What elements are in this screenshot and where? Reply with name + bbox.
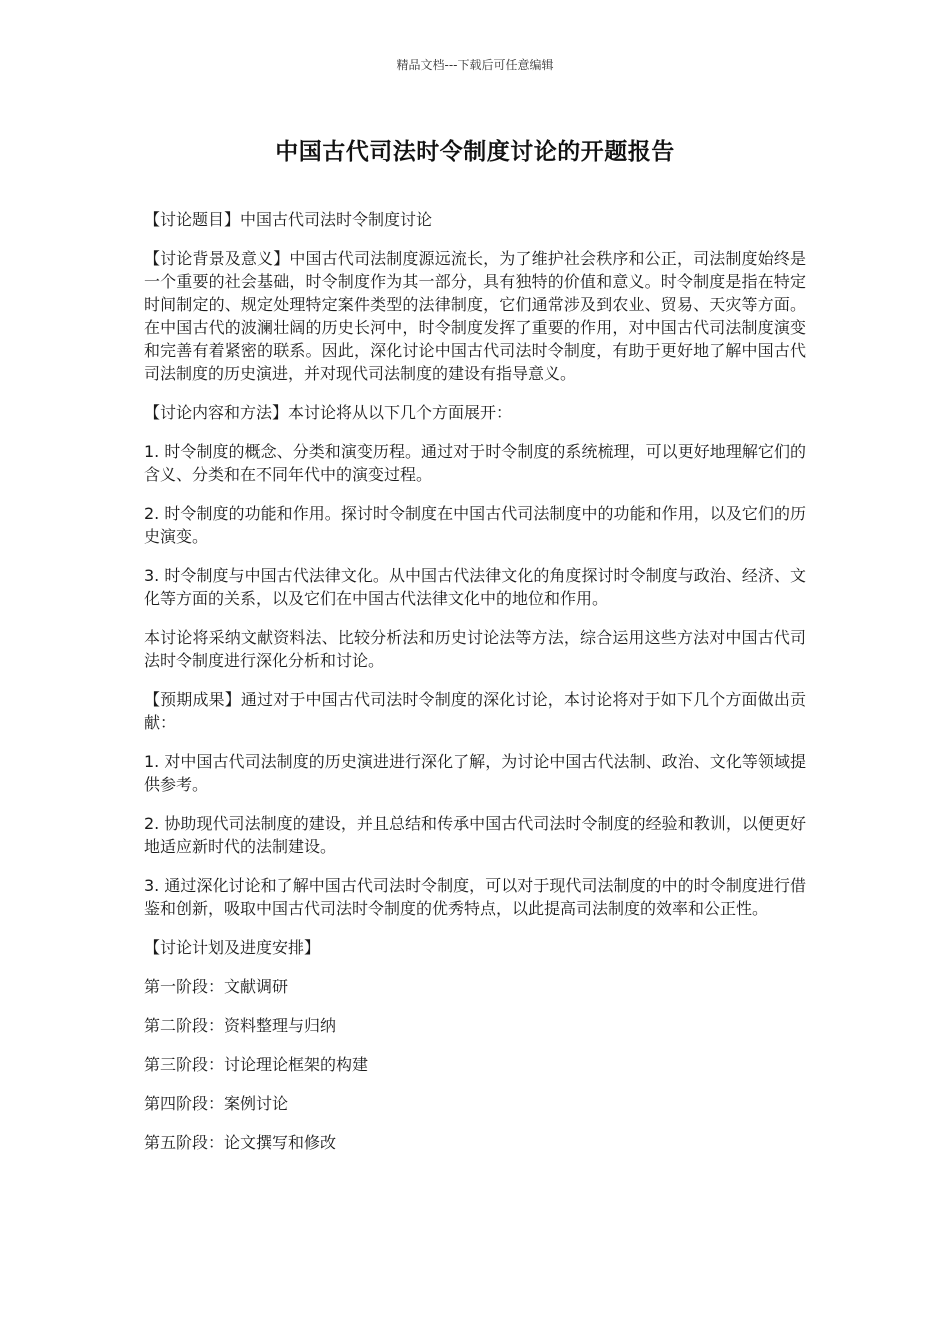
paragraph-content-method-heading: 【讨论内容和方法】本讨论将从以下几个方面展开： xyxy=(144,403,513,422)
paragraph-background: 【讨论背景及意义】中国古代司法制度源远流长，为了维护社会秩序和公正，司法制度始终是一个重要的社会基础，时令制度作为其一部分，具有独特的价值和意义。时令制度是指在特定时间制定的、规定处理特定案件类型的法律制度，它们通常涉及到农业、贸易、天灾等方面。在中国古代的波澜壮阔的历史长河中，时令制度发挥了重要的作用，对中国古代司法制度演变和完善有着紧密的联系。因此，深化讨论中国古代司法时令制度，有助于更好地了解中国古代司法制度的历史演进，并对现代司法制度的建设有指导意义。 xyxy=(144,249,806,383)
paragraph-stage-2: 第二阶段：资料整理与归纳 xyxy=(144,1016,337,1035)
paragraph-content-item-2: 2. 时令制度的功能和作用。探讨时令制度在中国古代司法制度中的功能和作用，以及它们的历史演变。 xyxy=(144,504,806,546)
paragraph-stage-3: 第三阶段：讨论理论框架的构建 xyxy=(144,1055,369,1074)
paragraph-expected-results: 【预期成果】通过对于中国古代司法时令制度的深化讨论，本讨论将对于如下几个方面做出贡献： xyxy=(144,690,806,732)
paragraph-content-item-3: 3. 时令制度与中国古代法律文化。从中国古代法律文化的角度探讨时令制度与政治、经济、文化等方面的关系，以及它们在中国古代法律文化中的地位和作用。 xyxy=(144,566,806,608)
paragraph-result-item-1: 1. 对中国古代司法制度的历史演进进行深化了解，为讨论中国古代法制、政治、文化等领域提供参考。 xyxy=(144,752,806,794)
paragraph-result-item-3: 3. 通过深化讨论和了解中国古代司法时令制度，可以对于现代司法制度的中的时令制度进行借鉴和创新，吸取中国古代司法时令制度的优秀特点，以此提高司法制度的效率和公正性。 xyxy=(144,876,806,918)
document-body xyxy=(144,208,806,1170)
paragraph-topic: 【讨论题目】中国古代司法时令制度讨论 xyxy=(144,210,433,229)
paragraph-result-item-2: 2. 协助现代司法制度的建设，并且总结和传承中国古代司法时令制度的经验和教训，以便更好地适应新时代的法制建设。 xyxy=(144,814,806,856)
paragraph-stage-5: 第五阶段：论文撰写和修改 xyxy=(144,1133,337,1152)
page-header-note: 精品文档---下载后可任意编辑 xyxy=(396,58,554,72)
paragraph-content-item-1: 1. 时令制度的概念、分类和演变历程。通过对于时令制度的系统梳理，可以更好地理解它们的含义、分类和在不同年代中的演变过程。 xyxy=(144,442,806,484)
paragraph-plan-heading: 【讨论计划及进度安排】 xyxy=(144,938,321,957)
document-title: 中国古代司法时令制度讨论的开题报告 xyxy=(275,139,675,165)
paragraph-methods: 本讨论将采纳文献资料法、比较分析法和历史讨论法等方法，综合运用这些方法对中国古代司法时令制度进行深化分析和讨论。 xyxy=(144,628,806,670)
paragraph-stage-4: 第四阶段：案例讨论 xyxy=(144,1094,289,1113)
paragraph-stage-1: 第一阶段：文献调研 xyxy=(144,977,289,996)
